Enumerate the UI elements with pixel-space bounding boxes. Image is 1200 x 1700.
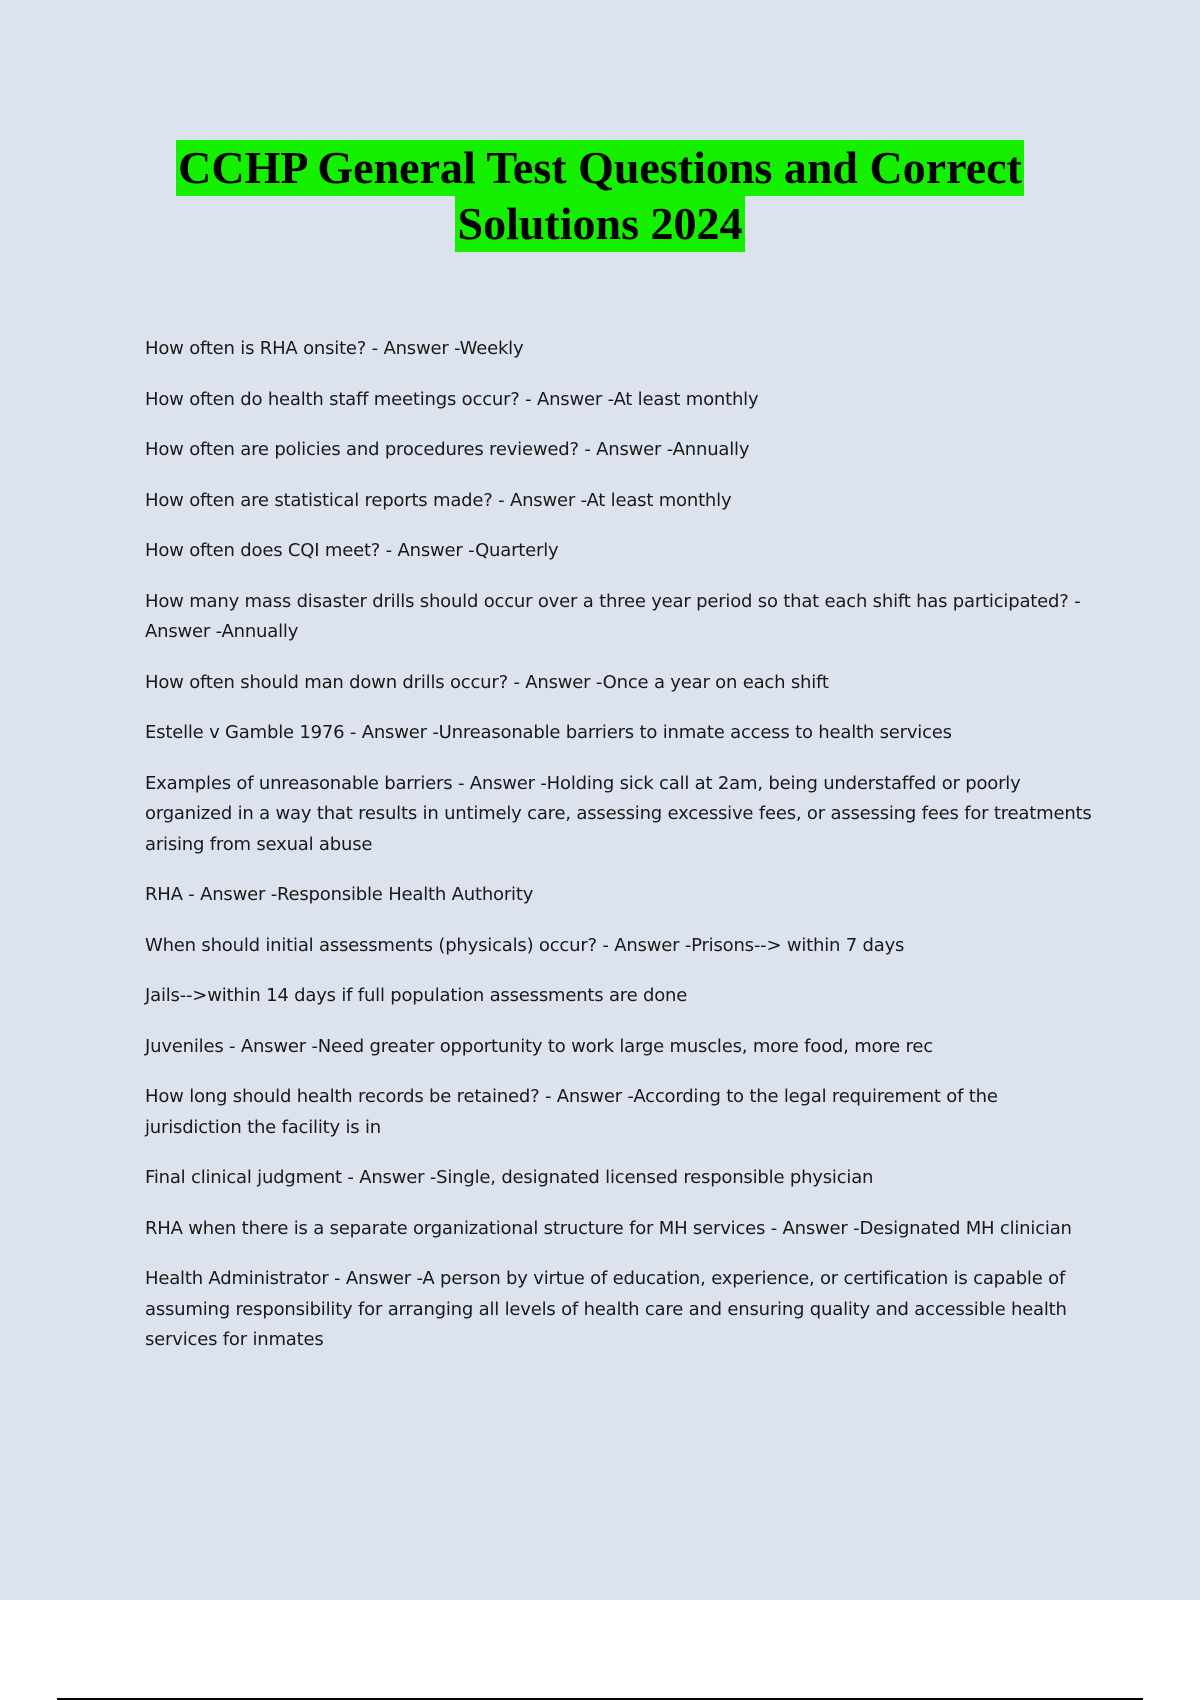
- qa-item: How often do health staff meetings occur? - Answer -At least monthly: [145, 388, 759, 410]
- qa-list: [145, 334, 1095, 1376]
- qa-item: RHA when there is a separate organizational structure for MH services - Answer -Designated MH clinician: [145, 1217, 1072, 1239]
- qa-item: Juveniles - Answer -Need greater opportunity to work large muscles, more food, more rec: [145, 1035, 933, 1057]
- qa-item: How many mass disaster drills should occur over a three year period so that each shift has participated? - Answer -Annually: [145, 590, 1081, 642]
- title-line-1: CCHP General Test Questions and Correct: [176, 140, 1024, 196]
- qa-item: Health Administrator - Answer -A person by virtue of education, experience, or certification is capable of assuming responsibility for arranging all levels of health care and ensuring quality and accessible health services for inmates: [145, 1268, 1067, 1350]
- qa-item: When should initial assessments (physicals) occur? - Answer -Prisons--> within 7 days: [145, 934, 905, 956]
- qa-item: How long should health records be retained? - Answer -According to the legal requirement of the jurisdiction the facility is in: [145, 1086, 998, 1138]
- qa-item: Examples of unreasonable barriers - Answer -Holding sick call at 2am, being understaffed or poorly organized in a way that results in untimely care, assessing excessive fees, or assessing fees for treatments arising from sexual abuse: [145, 772, 1092, 855]
- qa-item: How often are statistical reports made? - Answer -At least monthly: [145, 489, 732, 511]
- qa-item: How often are policies and procedures reviewed? - Answer -Annually: [145, 439, 750, 460]
- qa-item: Jails-->within 14 days if full population assessments are done: [145, 985, 688, 1006]
- qa-item: RHA - Answer -Responsible Health Authority: [145, 884, 534, 905]
- qa-item: How often does CQI meet? - Answer -Quarterly: [145, 540, 559, 561]
- qa-item: How often is RHA onsite? - Answer -Weekly: [145, 338, 524, 359]
- qa-item: Final clinical judgment - Answer -Single, designated licensed responsible physician: [145, 1167, 874, 1188]
- qa-item: How often should man down drills occur? - Answer -Once a year on each shift: [145, 671, 829, 693]
- document-title: [0, 140, 1200, 252]
- title-line-2: Solutions 2024: [455, 196, 744, 252]
- qa-item: Estelle v Gamble 1976 - Answer -Unreasonable barriers to inmate access to health services: [145, 722, 952, 743]
